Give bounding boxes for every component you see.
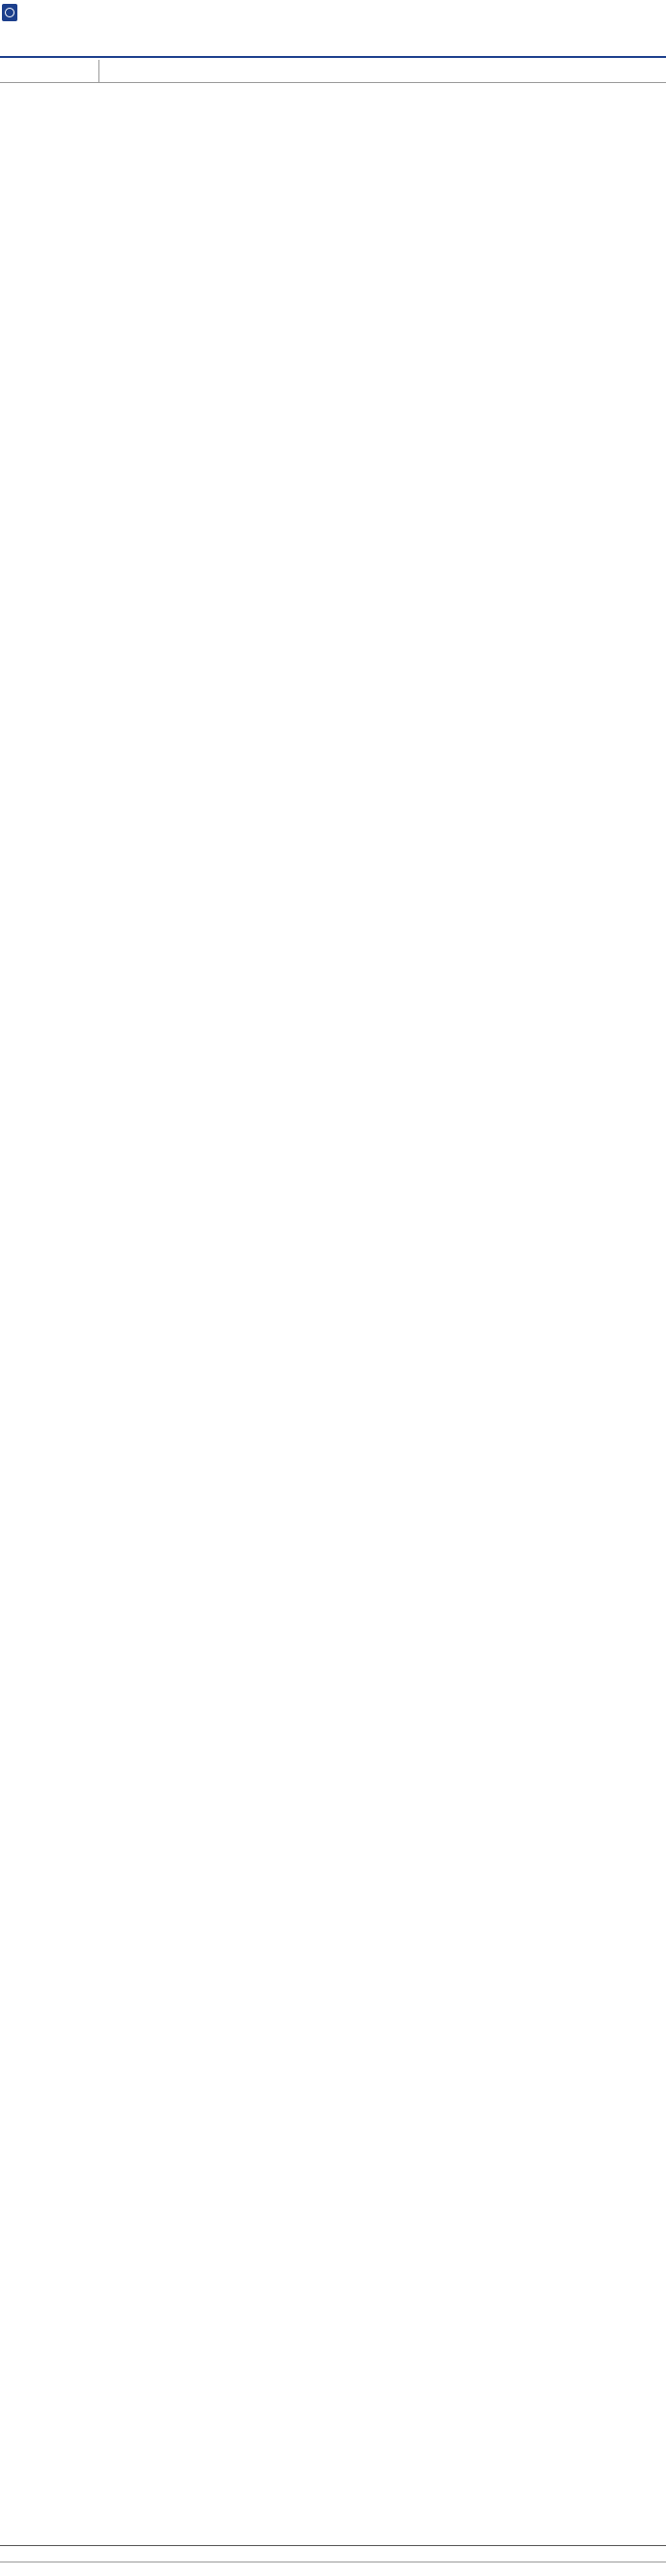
company-logo-icon [2,4,17,21]
intraday-advice [0,2545,666,2562]
market-review [0,60,666,83]
report-header [0,0,666,58]
report-footer [0,2562,666,2576]
market-review-label [0,60,99,82]
